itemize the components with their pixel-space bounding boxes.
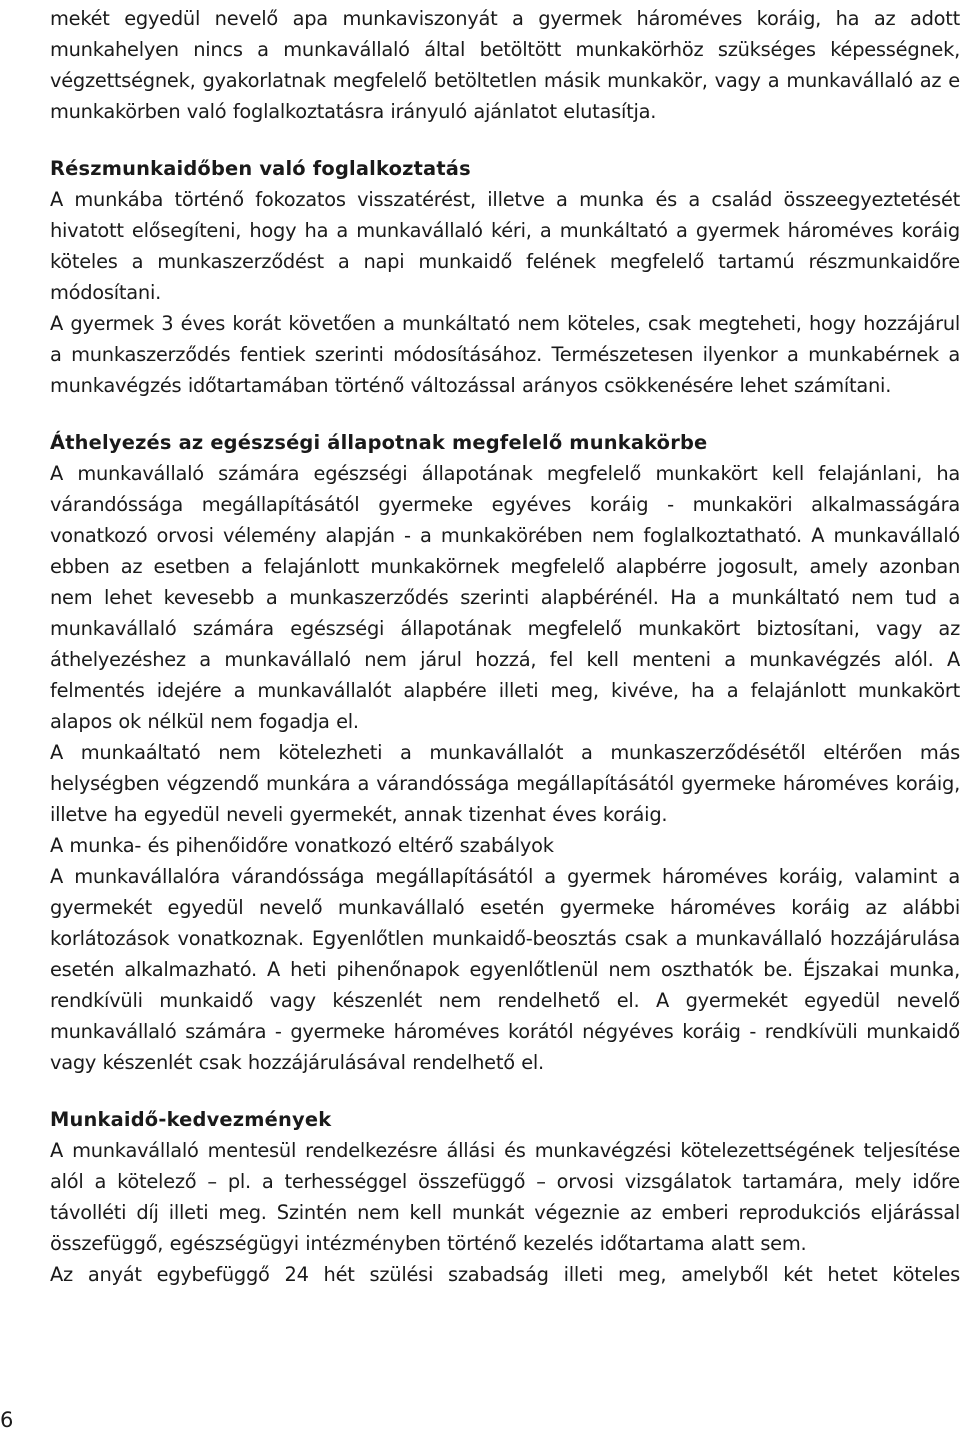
paragraph: Az anyát egybefüggő 24 hét szülési szabadság illeti meg, amelyből két hetet köteles	[50, 1263, 960, 1286]
paragraph: A munkavállaló mentesül rendelkezésre állási és munkavégzési kötelezettségének teljesítése alól a kötelező – pl. a terhességgel összefüggő – orvosi vizsgálatok tartamára, mely időre távolléti díj illeti meg. Szintén nem kell munkát végeznie az emberi reprodukciós eljárással összefüggő, egészségügyi intézményben történő kezelés időtartama alatt sem.	[50, 1139, 960, 1255]
section-part-time	[50, 153, 960, 401]
paragraph: A munkavállaló számára egészségi állapotának megfelelő munkakört kell felajánlani, ha várandóssága megállapításától gyermeke egyéves koráig - munkaköri alkalmasságára vonatkozó orvosi vélemény alapján - a munkakörében nem foglalkoztatható. A munkavállaló ebben az esetben a felajánlott munkakörnek megfelelő alapbérre jogosult, amely azonban nem lehet kevesebb a munkaszerződés szerinti alapbérénél. Ha a munkáltató nem tud a munkavállaló számára egészségi állapotának megfelelő munkakört biztosítani, vagy az áthelyezéshez a munkavállaló nem járul hozzá, fel kell menteni a munkavégzés alól. A felmentés idejére a munkavállalót alapbére illeti meg, kivéve, ha a felajánlott munkakört alapos ok nélkül nem fogadja el.	[50, 462, 960, 733]
spacer	[50, 1078, 960, 1104]
paragraph: A gyermek 3 éves korát követően a munkáltató nem köteles, csak megteheti, hogy hozzájárul a munkaszerződés fentiek szerinti módosításához. Természetesen ilyenkor a munkabérnek a munkavégzés időtartamában történő változással arányos csökkenésére lehet számítani.	[50, 312, 960, 397]
section-transfer	[50, 427, 960, 1078]
section-working-time-benefits	[50, 1104, 960, 1290]
section-heading: Részmunkaidőben való foglalkoztatás	[50, 157, 471, 180]
document-page	[50, 0, 960, 1290]
subheading-paragraph: A munka- és pihenőidőre vonatkozó eltérő szabályok	[50, 834, 554, 857]
spacer	[50, 127, 960, 153]
section-heading: Áthelyezés az egészségi állapotnak megfelelő munkakörbe	[50, 431, 708, 454]
paragraph: A munkavállalóra várandóssága megállapításától a gyermek hároméves koráig, valamint a gyermekét egyedül nevelő munkavállaló esetén gyermeke hároméves koráig az alábbi korlátozások vonatkoznak. Egyenlőtlen munkaidő-beosztás csak a munkavállaló hozzájárulása esetén alkalmazható. A heti pihenőnapok egyenlőtlenül nem oszthatók be. Éjszakai munka, rendkívüli munkaidő vagy készenlét nem rendelhető el. A gyermekét egyedül nevelő munkavállaló számára - gyermeke hároméves korától négyéves koráig - rendkívüli munkaidő vagy készenlét csak hozzájárulásával rendelhető el.	[50, 865, 960, 1074]
spacer	[50, 401, 960, 427]
page-number: 6	[0, 1408, 14, 1432]
intro-paragraph: mekét egyedül nevelő apa munkaviszonyát a gyermek hároméves koráig, ha az adott munkahelyen nincs a munkavállaló által betöltött munkakörhöz szükséges képességnek, végzettségnek, gyakorlatnak megfelelő betöltetlen másik munkakör, vagy a munkavállaló az e munkakörben való foglalkoztatásra irányuló ajánlatot elutasítja.	[50, 7, 960, 123]
paragraph: A munkába történő fokozatos visszatérést, illetve a munka és a család összeegyeztetését hivatott elősegíteni, hogy ha a munkavállaló kéri, a munkáltató a gyermek hároméves koráig köteles a munkaszerződést a napi munkaidő felének megfelelő tartamú részmunkaidőre módosítani.	[50, 188, 960, 304]
section-heading: Munkaidő-kedvezmények	[50, 1108, 332, 1131]
paragraph: A munkaáltató nem kötelezheti a munkavállalót a munkaszerződésétől eltérően más helységben végzendő munkára a várandóssága megállapításától gyermeke hároméves koráig, illetve ha egyedül neveli gyermekét, annak tizenhat éves koráig.	[50, 741, 960, 826]
